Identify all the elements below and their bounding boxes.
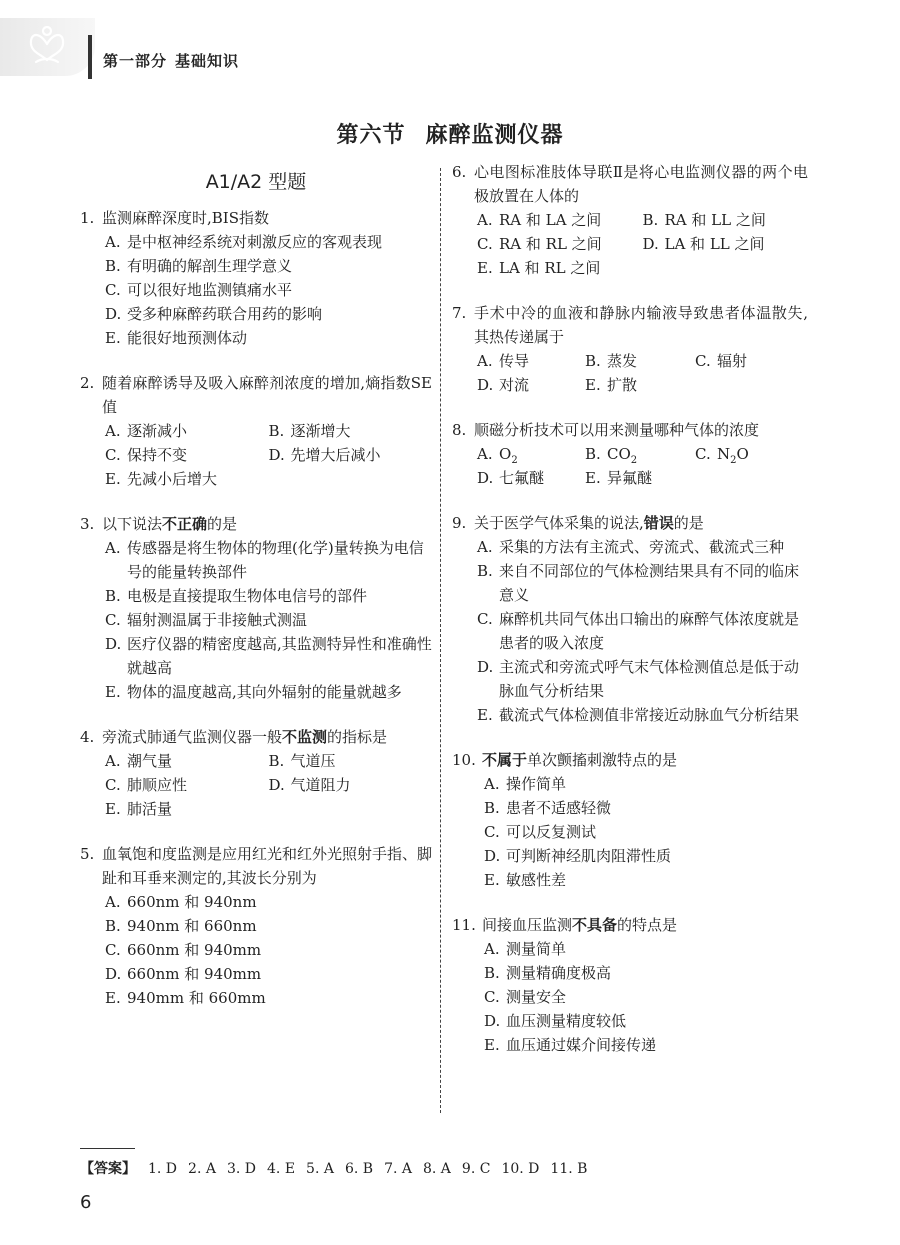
question-11 bbox=[452, 913, 808, 1057]
option-letter: C. bbox=[695, 352, 711, 370]
option-letter: C. bbox=[695, 445, 711, 463]
footnote-rule bbox=[80, 1148, 135, 1149]
formula-subscript: 2 bbox=[630, 455, 638, 466]
option-letter: A. bbox=[477, 538, 493, 556]
option bbox=[585, 373, 695, 397]
option bbox=[477, 208, 643, 232]
question-5 bbox=[80, 842, 432, 1010]
option-letter: B. bbox=[484, 799, 500, 817]
stem-emphasis: 错误 bbox=[643, 514, 674, 532]
option-text: 能很好地预测体动 bbox=[127, 329, 248, 347]
option bbox=[105, 536, 432, 584]
option-text: 940mm 和 660mm bbox=[127, 989, 266, 1007]
option-text: 测量简单 bbox=[506, 940, 567, 958]
option-text: 异氟醚 bbox=[607, 469, 653, 487]
answer-item: 3. D bbox=[226, 1161, 257, 1177]
option-text: 血压测量精度较低 bbox=[506, 1012, 627, 1030]
answer-item: 4. E bbox=[267, 1161, 296, 1177]
option-text: 传感器是将生物体的物理(化学)量转换为电信号的能量转换部件 bbox=[127, 539, 424, 581]
option-letter: B. bbox=[585, 445, 601, 463]
question-stem: 心电图标准肢体导联Ⅱ是将心电监测仪器的两个电极放置在人体的 bbox=[474, 163, 808, 205]
question-stem bbox=[102, 725, 432, 749]
option bbox=[477, 256, 643, 280]
stem-pre: 间接血压监测 bbox=[482, 916, 573, 934]
option-text: 来自不同部位的气体检测结果具有不同的临床意义 bbox=[499, 562, 800, 604]
option-text: 肺顺应性 bbox=[127, 776, 188, 794]
stem-pre: 关于医学气体采集的说法, bbox=[474, 514, 644, 532]
question-stem: 顺磁分析技术可以用来测量哪种气体的浓度 bbox=[474, 421, 760, 439]
option-text: RA 和 LA 之间 bbox=[499, 211, 602, 229]
option-letter: B. bbox=[642, 211, 659, 229]
option-text: 麻醉机共同气体出口输出的麻醉气体浓度就是患者的吸入浓度 bbox=[499, 610, 800, 652]
question-number: 9. bbox=[452, 514, 467, 532]
option-letter: D. bbox=[642, 235, 659, 253]
option-letter: A. bbox=[477, 445, 493, 463]
option-letter: B. bbox=[105, 917, 121, 935]
option-letter: E. bbox=[105, 989, 121, 1007]
option-text bbox=[607, 442, 695, 466]
question-number: 10. bbox=[452, 751, 476, 769]
option bbox=[105, 443, 269, 467]
option-text: 660nm 和 940mm bbox=[127, 941, 262, 959]
question-3 bbox=[80, 512, 432, 704]
question-7 bbox=[452, 301, 808, 397]
answer-item: 6. B bbox=[344, 1161, 374, 1177]
stem-emphasis: 不具备 bbox=[572, 916, 618, 934]
stem-post: 的是 bbox=[673, 514, 704, 532]
running-header bbox=[0, 0, 900, 80]
option-text: 七氟醚 bbox=[499, 469, 545, 487]
stem-post: 的是 bbox=[207, 515, 238, 533]
option bbox=[484, 961, 808, 985]
option bbox=[585, 349, 695, 373]
option-text: 先减小后增大 bbox=[127, 470, 218, 488]
option bbox=[105, 890, 432, 914]
question-number: 6. bbox=[452, 163, 467, 181]
option bbox=[105, 230, 432, 254]
option-text: 可以反复测试 bbox=[506, 823, 597, 841]
option-text: 辐射 bbox=[717, 352, 748, 370]
option-text: 可判断神经肌肉阻滞性质 bbox=[506, 847, 672, 865]
formula-subscript: 2 bbox=[511, 455, 518, 466]
option-letter: B. bbox=[105, 257, 121, 275]
option bbox=[269, 749, 433, 773]
header-title bbox=[103, 50, 239, 71]
option-text: 扩散 bbox=[607, 376, 638, 394]
question-stem bbox=[482, 913, 808, 937]
question-number: 4. bbox=[80, 728, 95, 746]
option-text: 辐射测温属于非接触式测温 bbox=[127, 611, 308, 629]
option-text bbox=[717, 442, 808, 466]
option-letter: B. bbox=[484, 964, 500, 982]
option-letter: E. bbox=[484, 871, 500, 889]
formula-base: O bbox=[499, 445, 512, 463]
option-letter: C. bbox=[477, 610, 493, 628]
option-text: 逐渐减小 bbox=[127, 422, 188, 440]
question-number: 3. bbox=[80, 515, 95, 533]
option bbox=[477, 373, 585, 397]
option-letter: E. bbox=[477, 259, 493, 277]
option bbox=[477, 559, 808, 607]
option-letter: C. bbox=[105, 776, 121, 794]
option-text: 血压通过媒介间接传递 bbox=[506, 1036, 657, 1054]
question-number: 1. bbox=[80, 209, 95, 227]
option-text: 660nm 和 940mm bbox=[127, 965, 262, 983]
option bbox=[105, 302, 432, 326]
option-letter: D. bbox=[477, 469, 494, 487]
option-letter: C. bbox=[105, 281, 121, 299]
option-text: 医疗仪器的精密度越高,其监测特异性和准确性就越高 bbox=[127, 635, 432, 677]
answer-item: 11. B bbox=[550, 1161, 588, 1177]
question-6 bbox=[452, 160, 808, 280]
option-letter: A. bbox=[105, 752, 121, 770]
option bbox=[105, 419, 269, 443]
option-text: 是中枢神经系统对刺激反应的客观表现 bbox=[127, 233, 383, 251]
question-number: 8. bbox=[452, 421, 467, 439]
question-stem bbox=[102, 512, 432, 536]
option bbox=[105, 278, 432, 302]
option-text: LA 和 LL 之间 bbox=[664, 235, 765, 253]
formula-base: CO bbox=[607, 445, 631, 463]
option bbox=[695, 442, 808, 466]
option bbox=[105, 797, 269, 821]
formula-tail: O bbox=[736, 445, 749, 463]
question-stem: 随着麻醉诱导及吸入麻醉剂浓度的增加,熵指数SE值 bbox=[102, 374, 432, 416]
option bbox=[477, 232, 643, 256]
stem-emphasis: 不监测 bbox=[282, 728, 328, 746]
option-letter: D. bbox=[105, 635, 122, 653]
option-text: 受多种麻醉药联合用药的影响 bbox=[127, 305, 323, 323]
option-text: RA 和 LL 之间 bbox=[664, 211, 766, 229]
book-logo-icon bbox=[22, 22, 72, 68]
answer-item: 10. D bbox=[501, 1161, 540, 1177]
option-letter: B. bbox=[585, 352, 601, 370]
header-subject: 基础知识 bbox=[175, 52, 240, 70]
option-text: 蒸发 bbox=[607, 352, 638, 370]
option-text bbox=[499, 442, 585, 466]
option bbox=[105, 749, 269, 773]
question-4 bbox=[80, 725, 432, 821]
option-text: 肺活量 bbox=[127, 800, 173, 818]
option bbox=[105, 680, 432, 704]
option bbox=[105, 254, 432, 278]
header-rule bbox=[88, 35, 92, 79]
option-text: 气道压 bbox=[290, 752, 336, 770]
option bbox=[484, 772, 808, 796]
option bbox=[269, 443, 433, 467]
stem-emphasis: 不正确 bbox=[162, 515, 208, 533]
question-10 bbox=[452, 748, 808, 892]
option bbox=[477, 607, 808, 655]
option-letter: E. bbox=[477, 706, 493, 724]
question-1 bbox=[80, 206, 432, 350]
question-8 bbox=[452, 418, 808, 490]
option bbox=[585, 466, 695, 490]
option bbox=[484, 985, 808, 1009]
option-letter: E. bbox=[585, 469, 601, 487]
option-text: 保持不变 bbox=[127, 446, 188, 464]
option bbox=[484, 796, 808, 820]
section-number: 第六节 bbox=[336, 122, 406, 148]
option-letter: A. bbox=[105, 539, 121, 557]
option-letter: D. bbox=[105, 305, 122, 323]
option bbox=[269, 773, 433, 797]
option-letter: E. bbox=[484, 1036, 500, 1054]
formula-subscript: 2 bbox=[730, 455, 737, 466]
option-text: 截流式气体检测值非常接近动脉血气分析结果 bbox=[499, 706, 800, 724]
option bbox=[477, 703, 808, 727]
option-letter: C. bbox=[477, 235, 493, 253]
option-text: 先增大后减小 bbox=[290, 446, 381, 464]
option bbox=[105, 608, 432, 632]
option bbox=[105, 326, 432, 350]
option-letter: D. bbox=[484, 1012, 501, 1030]
option bbox=[695, 349, 808, 373]
option-letter: B. bbox=[268, 752, 285, 770]
option-letter: B. bbox=[477, 562, 493, 580]
option-text: 潮气量 bbox=[127, 752, 173, 770]
section-name: 麻醉监测仪器 bbox=[425, 122, 564, 148]
option-text: 有明确的解剖生理学意义 bbox=[127, 257, 293, 275]
option-letter: A. bbox=[105, 893, 121, 911]
option bbox=[105, 584, 432, 608]
option-letter: C. bbox=[105, 446, 121, 464]
stem-post: 单次颤搐刺激特点的是 bbox=[527, 751, 678, 769]
option bbox=[643, 208, 809, 232]
option bbox=[105, 467, 269, 491]
question-stem: 监测麻醉深度时,BIS指数 bbox=[102, 209, 269, 227]
answer-item: 7. A bbox=[384, 1161, 412, 1177]
option-letter: D. bbox=[477, 376, 494, 394]
option bbox=[105, 773, 269, 797]
option-text: 电极是直接提取生物体电信号的部件 bbox=[127, 587, 368, 605]
option bbox=[484, 868, 808, 892]
option-letter: E. bbox=[105, 683, 121, 701]
option bbox=[585, 442, 695, 466]
option bbox=[484, 844, 808, 868]
option-text: 患者不适感轻微 bbox=[506, 799, 612, 817]
question-number: 2. bbox=[80, 374, 95, 392]
option-letter: C. bbox=[484, 823, 500, 841]
option bbox=[484, 937, 808, 961]
option-text: LA 和 RL 之间 bbox=[499, 259, 601, 277]
stem-emphasis: 不属于 bbox=[482, 751, 528, 769]
answer-item: 1. D bbox=[148, 1161, 178, 1177]
option-letter: C. bbox=[105, 941, 121, 959]
question-type-title: A1/A2 型题 bbox=[205, 171, 307, 193]
option-letter: D. bbox=[477, 658, 494, 676]
option-letter: D. bbox=[105, 965, 122, 983]
option-letter: D. bbox=[484, 847, 501, 865]
answer-label: 【答案】 bbox=[80, 1161, 136, 1177]
option-letter: A. bbox=[484, 940, 500, 958]
option-letter: A. bbox=[105, 233, 121, 251]
option bbox=[484, 820, 808, 844]
option-text: 气道阻力 bbox=[290, 776, 351, 794]
option-text: 传导 bbox=[499, 352, 530, 370]
option-text: 可以很好地监测镇痛水平 bbox=[127, 281, 293, 299]
option-text: 敏感性差 bbox=[506, 871, 567, 889]
question-stem bbox=[474, 511, 808, 535]
option bbox=[484, 1033, 808, 1057]
option-text: 对流 bbox=[499, 376, 530, 394]
option-text: 测量安全 bbox=[506, 988, 567, 1006]
option-letter: D. bbox=[268, 446, 285, 464]
option-letter: E. bbox=[105, 470, 121, 488]
option-text: 逐渐增大 bbox=[290, 422, 351, 440]
option-letter: C. bbox=[105, 611, 121, 629]
column-divider bbox=[440, 168, 441, 1113]
answer-key bbox=[80, 1158, 598, 1178]
stem-pre: 以下说法 bbox=[102, 515, 163, 533]
answer-item: 9. C bbox=[461, 1161, 491, 1177]
stem-post: 的特点是 bbox=[617, 916, 678, 934]
question-stem: 血氧饱和度监测是应用红光和红外光照射手指、脚趾和耳垂来测定的,其波长分别为 bbox=[102, 845, 433, 887]
option-letter: E. bbox=[105, 329, 121, 347]
option bbox=[105, 632, 432, 680]
option-letter: B. bbox=[105, 587, 121, 605]
option-letter: A. bbox=[484, 775, 500, 793]
option-text: 操作简单 bbox=[506, 775, 567, 793]
option bbox=[477, 466, 585, 490]
option-text: 940nm 和 660nm bbox=[127, 917, 257, 935]
section-title bbox=[0, 118, 900, 149]
option-letter: A. bbox=[477, 211, 493, 229]
option-text: 采集的方法有主流式、旁流式、截流式三种 bbox=[499, 538, 785, 556]
option-text: 660nm 和 940nm bbox=[127, 893, 257, 911]
option-letter: A. bbox=[477, 352, 493, 370]
option-letter: D. bbox=[268, 776, 285, 794]
option bbox=[477, 349, 585, 373]
stem-pre: 旁流式肺通气监测仪器一般 bbox=[102, 728, 283, 746]
option bbox=[105, 962, 432, 986]
formula-base: N bbox=[717, 445, 731, 463]
question-stem: 手术中冷的血液和静脉内输液导致患者体温散失,其热传递属于 bbox=[474, 304, 808, 346]
right-column bbox=[452, 160, 808, 1078]
answer-item: 2. A bbox=[188, 1161, 216, 1177]
option bbox=[643, 232, 809, 256]
option bbox=[105, 938, 432, 962]
option-text: 测量精确度极高 bbox=[506, 964, 612, 982]
answer-item: 5. A bbox=[306, 1161, 334, 1177]
option-text: RA 和 RL 之间 bbox=[499, 235, 602, 253]
option bbox=[105, 986, 432, 1010]
option bbox=[477, 655, 808, 703]
question-stem bbox=[482, 748, 808, 772]
stem-post: 的指标是 bbox=[327, 728, 388, 746]
header-part: 第一部分 bbox=[103, 52, 168, 70]
option-text: 主流式和旁流式呼气末气体检测值总是低于动脉血气分析结果 bbox=[499, 658, 800, 700]
left-column bbox=[80, 160, 432, 1031]
option-letter: A. bbox=[105, 422, 121, 440]
option-letter: B. bbox=[268, 422, 285, 440]
question-number: 5. bbox=[80, 845, 95, 863]
option-letter: E. bbox=[105, 800, 121, 818]
page-number: 6 bbox=[80, 1192, 92, 1213]
question-number: 7. bbox=[452, 304, 467, 322]
question-number: 11. bbox=[452, 916, 476, 934]
question-2 bbox=[80, 371, 432, 491]
option-letter: E. bbox=[585, 376, 601, 394]
option bbox=[477, 535, 808, 559]
option-letter: C. bbox=[484, 988, 500, 1006]
option bbox=[105, 914, 432, 938]
option bbox=[477, 442, 585, 466]
option bbox=[269, 419, 433, 443]
option-text: 物体的温度越高,其向外辐射的能量就越多 bbox=[127, 683, 402, 701]
question-9 bbox=[452, 511, 808, 727]
answer-item: 8. A bbox=[423, 1161, 451, 1177]
option bbox=[484, 1009, 808, 1033]
